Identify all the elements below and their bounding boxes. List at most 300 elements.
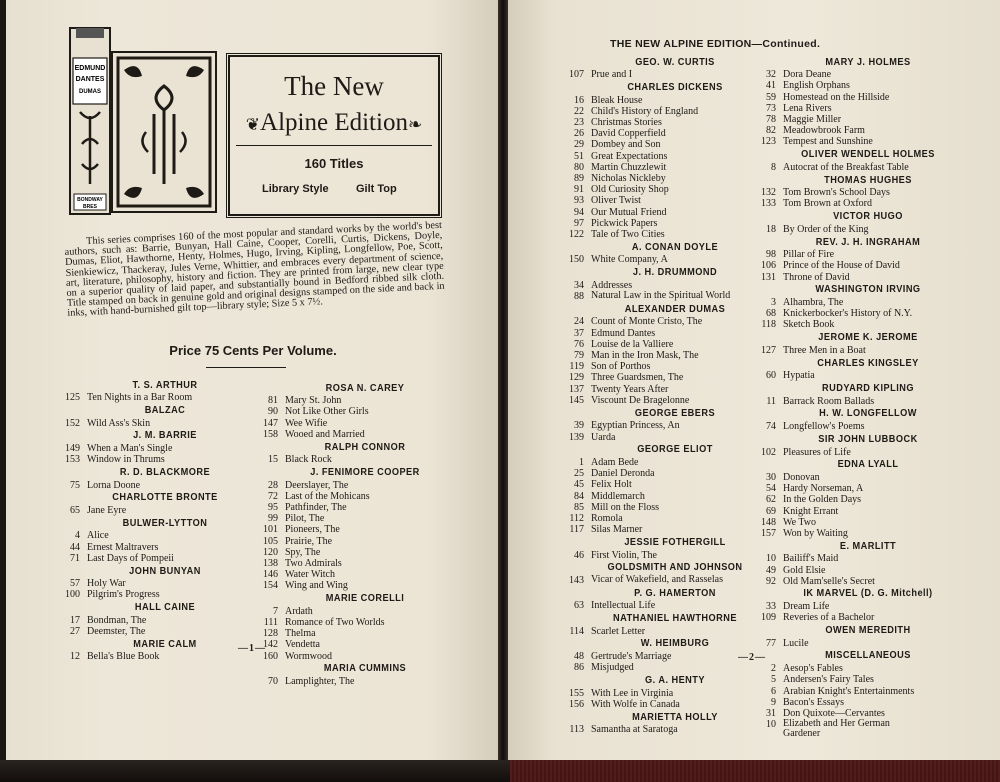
book-number: 93 — [574, 195, 584, 207]
book-title: Water Witch — [285, 569, 335, 581]
book-number: 75 — [70, 479, 80, 491]
book-entry — [558, 372, 762, 383]
book-number: 68 — [766, 308, 776, 320]
book-title: With Lee in Virginia — [591, 687, 674, 699]
book-number: 4 — [75, 530, 80, 542]
book-entry — [558, 151, 762, 162]
book-number: 145 — [569, 394, 584, 406]
title-count: 160 Titles — [304, 156, 364, 171]
price-rule — [206, 367, 286, 368]
book-entry — [252, 676, 448, 687]
book-title: Tempest and Sunshine — [783, 136, 873, 148]
book-entry — [252, 480, 448, 491]
book-title: Romance of Two Worlds — [285, 617, 385, 629]
book-title: Knight Errant — [783, 505, 839, 517]
book-number: 70 — [268, 676, 278, 688]
book-title: Bailiff's Maid — [783, 553, 839, 565]
book-title: By Order of the King — [783, 223, 869, 235]
book-entry — [252, 454, 448, 465]
book-entry — [252, 418, 448, 429]
book-entry — [558, 550, 762, 561]
book-entry — [750, 319, 956, 330]
book-title: Deerslayer, The — [285, 479, 349, 491]
book-number: 45 — [574, 479, 584, 491]
book-bottom-edge — [0, 760, 1000, 782]
book-number: 25 — [574, 468, 584, 480]
book-entry — [558, 395, 762, 406]
book-number: 149 — [65, 443, 80, 455]
book-title: Dombey and Son — [591, 139, 661, 151]
book-illustration — [68, 24, 220, 220]
book-number: 122 — [569, 229, 584, 241]
book-number: 23 — [574, 117, 584, 129]
book-number: 17 — [70, 614, 80, 626]
book-number: 9 — [771, 696, 776, 708]
book-entry — [750, 576, 956, 587]
book-entry — [62, 651, 238, 662]
author-heading: MISCELLANEOUS — [825, 650, 911, 662]
book-number: 100 — [65, 589, 80, 601]
book-number: 147 — [263, 417, 278, 429]
book-title: Lamplighter, The — [285, 676, 355, 688]
book-number: 7 — [273, 605, 278, 617]
book-number: 94 — [574, 206, 584, 218]
author-heading: BULWER-LYTTON — [122, 517, 208, 529]
book-number: 44 — [70, 541, 80, 553]
book-entry — [750, 136, 956, 147]
book-entry — [252, 569, 448, 580]
book-entry — [558, 651, 762, 662]
book-title: Three Men in a Boat — [783, 344, 866, 356]
book-entry — [558, 117, 762, 128]
book-number: 74 — [766, 421, 776, 433]
page2-column-1 — [558, 55, 762, 736]
book-number: 143 — [569, 574, 584, 586]
book-entry — [750, 553, 956, 564]
book-entry — [750, 272, 956, 283]
book-number: 102 — [761, 446, 776, 458]
book-title: Pioneers, The — [285, 524, 340, 536]
book-title: Adam Bede — [591, 456, 639, 468]
book-number: 80 — [574, 161, 584, 173]
book-number: 76 — [574, 338, 584, 350]
book-number: 16 — [574, 94, 584, 106]
book-entry — [750, 601, 956, 612]
book-title: Arabian Knight's Entertainments — [783, 685, 915, 697]
book-title: We Two — [783, 516, 817, 528]
book-entry — [558, 339, 762, 350]
book-number: 129 — [569, 372, 584, 384]
book-entry — [750, 187, 956, 198]
book-title: Great Expectations — [591, 150, 668, 162]
book-number: 131 — [761, 271, 776, 283]
book-entry — [750, 125, 956, 136]
book-title: Throne of David — [783, 271, 850, 283]
book-entry — [750, 663, 956, 674]
book-title: Knickerbocker's History of N.Y. — [783, 308, 913, 320]
book-number: 2 — [771, 663, 776, 675]
book-number: 11 — [766, 395, 776, 407]
book-title: Gold Elsie — [783, 564, 826, 576]
book-title: Sketch Book — [783, 319, 835, 331]
book-number: 99 — [268, 513, 278, 525]
book-gutter — [498, 0, 508, 782]
book-number: 106 — [761, 260, 776, 272]
book-entry — [62, 542, 238, 553]
author-heading: J. FENIMORE COOPER — [310, 466, 420, 478]
book-title: Prairie, The — [285, 535, 333, 547]
book-entry — [750, 421, 956, 432]
book-title: Old Curiosity Shop — [591, 184, 669, 196]
author-heading: CHARLOTTE BRONTE — [112, 492, 218, 504]
left-page — [6, 0, 500, 760]
page2-column-2 — [750, 55, 956, 739]
book-entry — [558, 724, 762, 735]
book-number: 98 — [766, 249, 776, 261]
book-title: Oliver Twist — [591, 195, 641, 207]
book-title: Pilot, The — [285, 513, 325, 525]
book-entry — [558, 420, 762, 431]
book-entry — [750, 638, 956, 649]
author-heading: IK MARVEL (D. G. Mitchell) — [803, 588, 933, 600]
author-heading: GEORGE ELIOT — [637, 444, 713, 456]
book-number: 41 — [766, 80, 776, 92]
book-title: Ernest Maltravers — [87, 541, 159, 553]
book-title: Man in the Iron Mask, The — [591, 350, 699, 362]
author-heading: J. M. BARRIE — [133, 430, 197, 442]
author-heading: MARY J. HOLMES — [825, 56, 911, 68]
book-number: 88 — [574, 291, 584, 303]
book-title: Deemster, The — [87, 626, 146, 638]
book-entry — [62, 615, 238, 626]
book-entry — [558, 468, 762, 479]
spine-bottom-2: BRES — [83, 204, 97, 210]
book-entry — [252, 651, 448, 662]
book-entry — [750, 674, 956, 685]
book-title: Wee Wifie — [285, 417, 328, 429]
book-entry — [750, 162, 956, 173]
book-entry — [62, 480, 238, 491]
book-number: 132 — [761, 187, 776, 199]
author-heading: EDNA LYALL — [837, 459, 899, 471]
book-entry — [252, 536, 448, 547]
book-title: Child's History of England — [591, 105, 699, 117]
book-number: 111 — [263, 617, 278, 629]
book-number: 78 — [766, 114, 776, 126]
book-title: Wormwood — [285, 650, 332, 662]
book-number: 95 — [268, 502, 278, 514]
book-entry — [558, 575, 762, 586]
book-number: 51 — [574, 150, 584, 162]
book-title: Christmas Stories — [591, 117, 662, 129]
book-number: 22 — [574, 105, 584, 117]
book-entry — [750, 517, 956, 528]
author-heading: H. W. LONGFELLOW — [819, 408, 917, 420]
book-title: In the Golden Days — [783, 494, 862, 506]
intro-paragraph: This series comprises 160 of the most popular and standard works by the world's best authors, such as: Barrie, Bunyan, Hall Caine, Cooper, Corelli, Curtis, Dickens, Doyle, Dumas, Eliot, Hawthorne, Henty, Holmes, Hugo, Irving, Kipling, Longfellow, Poe, Scott, Sienkiewicz, Thackeray, Jules Verne, Whittier, and embraces every department of science, art, literature, philosophy, history and fiction. They are printed from large, new clear type on a superior quality of laid paper, and substantially bound in Bedford ribbed silk cloth. Title stamped on back in genuine gold and original designs stamped on the side and back in inks, with hand-burnished gilt top—library style; Size 5 x 7½. — [64, 219, 445, 320]
book-title: Intellectual Life — [591, 600, 656, 612]
book-title: Elizabeth and Her German Gardener — [783, 718, 890, 740]
book-number: 146 — [263, 569, 278, 581]
author-heading: SIR JOHN LUBBOCK — [818, 433, 918, 445]
book-entry — [252, 639, 448, 650]
book-number: 12 — [70, 651, 80, 663]
book-title: Bleak House — [591, 94, 643, 106]
book-entry — [558, 139, 762, 150]
book-title: Two Admirals — [285, 558, 342, 570]
book-number: 27 — [70, 626, 80, 638]
book-number: 128 — [263, 628, 278, 640]
book-entry — [750, 396, 956, 407]
book-number: 153 — [65, 454, 80, 466]
book-number: 90 — [268, 406, 278, 418]
book-number: 29 — [574, 139, 584, 151]
book-title: Thelma — [285, 628, 316, 640]
book-title: Samantha at Saratoga — [591, 724, 678, 736]
book-number: 62 — [766, 494, 776, 506]
book-number: 148 — [761, 516, 776, 528]
book-title: Tale of Two Cities — [591, 229, 665, 241]
book-number: 85 — [574, 501, 584, 513]
book-entry — [750, 260, 956, 271]
book-number: 113 — [569, 724, 584, 736]
book-title: Prue and I — [591, 69, 633, 81]
book-title: Wooed and Married — [285, 428, 365, 440]
book-number: 57 — [70, 578, 80, 590]
book-title: Three Guardsmen, The — [591, 372, 684, 384]
book-title: Pilgrim's Progress — [87, 589, 160, 601]
book-number: 101 — [263, 524, 278, 536]
book-title: Window in Thrums — [87, 454, 165, 466]
spine-line-3: DUMAS — [79, 89, 101, 95]
book-title: Lorna Doone — [87, 479, 141, 491]
book-number: 69 — [766, 505, 776, 517]
book-entry — [62, 578, 238, 589]
book-number: 26 — [574, 128, 584, 140]
spine-bottom-1: BONDWAY — [77, 197, 103, 203]
book-entry — [62, 418, 238, 429]
book-number: 109 — [761, 612, 776, 624]
author-heading: R. D. BLACKMORE — [119, 466, 211, 478]
book-entry — [558, 291, 762, 302]
book-title: Bella's Blue Book — [87, 651, 160, 663]
book-entry — [252, 606, 448, 617]
book-number: 139 — [569, 431, 584, 443]
book-title: Aesop's Fables — [783, 663, 843, 675]
book-title: Meadowbrook Farm — [783, 125, 865, 137]
book-entry — [62, 392, 238, 403]
book-entry — [558, 432, 762, 443]
book-number: 63 — [574, 600, 584, 612]
book-entry — [558, 328, 762, 339]
book-entry — [558, 106, 762, 117]
book-title: Last Days of Pompeii — [87, 552, 174, 564]
book-entry — [558, 457, 762, 468]
book-title: Natural Law in the Spiritual World — [591, 290, 731, 302]
book-title: Jane Eyre — [87, 505, 127, 517]
book-entry — [62, 454, 238, 465]
book-entry — [558, 491, 762, 502]
book-entry — [252, 558, 448, 569]
book-number: 107 — [569, 69, 584, 81]
book-number: 112 — [569, 512, 584, 524]
book-title: Romola — [591, 512, 623, 524]
author-heading: OLIVER WENDELL HOLMES — [801, 149, 935, 161]
book-number: 39 — [574, 420, 584, 432]
book-entry — [750, 494, 956, 505]
book-entry — [558, 502, 762, 513]
book-title: Pickwick Papers — [591, 217, 658, 229]
book-title: Daniel Deronda — [591, 468, 655, 480]
book-number: 15 — [268, 454, 278, 466]
title-line-1: The New — [284, 71, 384, 101]
book-number: 65 — [70, 505, 80, 517]
book-title: Egyptian Princess, An — [591, 420, 680, 432]
book-title: Dream Life — [783, 601, 830, 613]
book-title: Homestead on the Hillside — [783, 91, 890, 103]
book-title: When a Man's Single — [87, 443, 173, 455]
book-entry — [252, 580, 448, 591]
spine-line-1: EDMUND — [74, 65, 106, 72]
book-number: 10 — [766, 719, 776, 731]
book-title: Addresses — [591, 279, 633, 291]
book-number: 37 — [574, 327, 584, 339]
book-entry — [62, 530, 238, 541]
book-entry — [558, 195, 762, 206]
price-heading: Price 75 Cents Per Volume. — [169, 343, 337, 358]
author-heading: RALPH CONNOR — [324, 441, 406, 453]
book-title: Vendetta — [285, 639, 320, 651]
book-number: 125 — [65, 392, 80, 404]
book-entry — [750, 345, 956, 356]
author-heading: ROSA N. CAREY — [325, 382, 405, 394]
author-heading: MARIA CUMMINS — [323, 663, 407, 675]
title-rule — [236, 145, 432, 146]
book-entry — [750, 297, 956, 308]
book-number: 54 — [766, 483, 776, 495]
book-entry — [558, 699, 762, 710]
book-entry — [750, 612, 956, 623]
book-title: White Company, A — [591, 254, 668, 266]
book-title: Don Quixote—Cervantes — [783, 707, 885, 719]
page2-header: THE NEW ALPINE EDITION—Continued. — [610, 38, 821, 50]
book-number: 97 — [574, 217, 584, 229]
book-title: Pleasures of Life — [783, 446, 851, 458]
book-entry — [558, 479, 762, 490]
book-title: Scarlet Letter — [591, 625, 646, 637]
book-number: 160 — [263, 650, 278, 662]
book-title: Reveries of a Bachelor — [783, 612, 875, 624]
book-entry — [558, 600, 762, 611]
book-entry — [750, 224, 956, 235]
book-entry — [558, 207, 762, 218]
book-title: Tom Brown's School Days — [783, 187, 890, 199]
book-number: 150 — [569, 254, 584, 266]
book-title: Ten Nights in a Bar Room — [87, 392, 193, 404]
book-entry — [558, 662, 762, 673]
book-number: 48 — [574, 651, 584, 663]
book-entry — [750, 528, 956, 539]
book-entry — [558, 128, 762, 139]
book-number: 81 — [268, 395, 278, 407]
book-number: 34 — [574, 279, 584, 291]
book-title: Barrack Room Ballads — [783, 395, 875, 407]
book-entry — [252, 547, 448, 558]
book-title: Middlemarch — [591, 490, 645, 502]
book-title: Nicholas Nickleby — [591, 173, 666, 185]
book-number: 49 — [766, 564, 776, 576]
book-number: 32 — [766, 69, 776, 81]
author-heading: P. G. HAMERTON — [634, 587, 716, 599]
book-title: Edmund Dantes — [591, 327, 656, 339]
book-number: 123 — [761, 136, 776, 148]
author-heading: JESSIE FOTHERGILL — [624, 536, 726, 548]
book-title: Lucile — [783, 637, 809, 649]
book-number: 5 — [771, 674, 776, 686]
author-heading: VICTOR HUGO — [833, 211, 903, 223]
book-entry — [750, 249, 956, 260]
book-number: 10 — [766, 553, 776, 565]
book-title: Count of Monte Cristo, The — [591, 316, 703, 328]
author-heading: W. HEIMBURG — [640, 638, 710, 650]
book-title: Alhambra, The — [783, 297, 844, 309]
book-number: 1 — [579, 456, 584, 468]
book-entry — [558, 173, 762, 184]
author-heading: J. H. DRUMMOND — [632, 267, 718, 279]
book-title: Maggie Miller — [783, 114, 842, 126]
book-title: Bacon's Essays — [783, 696, 844, 708]
book-entry — [750, 308, 956, 319]
book-title: Felix Holt — [591, 479, 632, 491]
cloth-binding — [510, 760, 1000, 782]
book-number: 60 — [766, 370, 776, 382]
book-title: Mary St. John — [285, 395, 342, 407]
book-title: Uarda — [591, 431, 616, 443]
book-title: Lena Rivers — [783, 102, 832, 114]
book-entry — [750, 92, 956, 103]
book-entry — [750, 697, 956, 708]
author-heading: WASHINGTON IRVING — [815, 284, 921, 296]
book-number: 154 — [263, 580, 278, 592]
book-title: Pillar of Fire — [783, 249, 835, 261]
title-box — [228, 55, 440, 216]
author-heading: RUDYARD KIPLING — [822, 382, 914, 394]
book-title: Wing and Wing — [285, 580, 348, 592]
book-number: 79 — [574, 350, 584, 362]
book-number: 84 — [574, 490, 584, 502]
book-number: 18 — [766, 223, 776, 235]
book-title: Pathfinder, The — [285, 502, 347, 514]
book-number: 89 — [574, 173, 584, 185]
title-top: Gilt Top — [356, 183, 397, 195]
book-title: Ardath — [285, 605, 313, 617]
book-title: With Wolfe in Canada — [591, 698, 680, 710]
book-entry — [750, 447, 956, 458]
book-entry — [252, 617, 448, 628]
book-number: 73 — [766, 102, 776, 114]
book-number: 30 — [766, 471, 776, 483]
book-title: Prince of the House of David — [783, 260, 900, 272]
book-number: 82 — [766, 125, 776, 137]
book-entry — [252, 502, 448, 513]
book-entry — [750, 114, 956, 125]
page1-column-1 — [62, 378, 238, 663]
book-entry — [558, 218, 762, 229]
author-heading: NATHANIEL HAWTHORNE — [613, 613, 737, 625]
book-number: 6 — [771, 685, 776, 697]
book-title: Martin Chuzzlewit — [591, 161, 667, 173]
spine-line-2: DANTES — [75, 76, 105, 83]
